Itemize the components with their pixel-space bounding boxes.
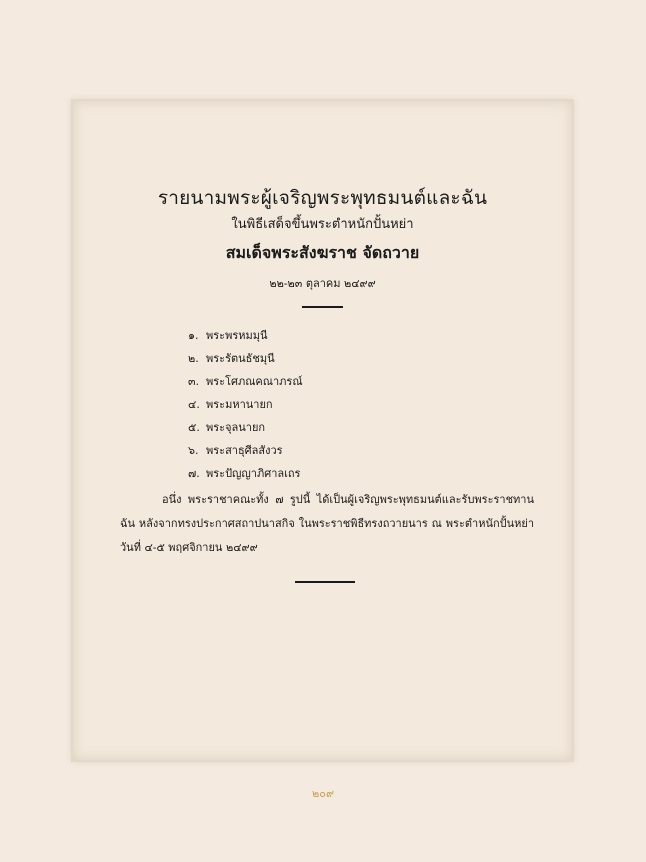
list-item-number: ๑. [188, 329, 199, 342]
list-item [188, 439, 303, 462]
body-paragraph: อนึ่ง พระราชาคณะทั้ง ๗ รูปนี้ ได้เป็นผู้เจริญพระพุทธมนต์และรับพระราชทานฉัน หลังจากทรงประกาศสถาปนาสกิจ ในพระราชพิธีทรงถวายนาร ณ พระตำหนักปั้นหย่า วันที่ ๔-๕ พฤศจิกายน ๒๔๙๙ [120, 493, 534, 554]
top-divider [302, 306, 343, 308]
list-item [188, 370, 303, 393]
document-page [71, 99, 574, 762]
list-item-number: ๖. [188, 444, 199, 457]
list-item-name: พระปัญญาภิศาลเถร [206, 467, 301, 480]
document-heading: สมเด็จพระสังฆราช จัดถวาย [225, 243, 420, 262]
document-title: รายนามพระผู้เจริญพระพุทธมนต์และฉัน [157, 187, 488, 209]
list-item [188, 347, 303, 370]
list-item-number: ๓. [188, 375, 200, 388]
list-item-name: พระจุลนายก [206, 421, 266, 434]
list-item [188, 462, 303, 485]
list-item-name: พระมหานายก [206, 398, 273, 411]
list-item-name: พระโศภณคณาภรณ์ [206, 375, 303, 388]
document-subtitle: ในพิธีเสด็จขึ้นพระตำหนักปั้นหย่า [231, 217, 414, 232]
monk-list [188, 324, 303, 485]
list-item-name: พระพรหมมุนี [206, 329, 268, 342]
list-item-name: พระรัตนธัชมุนี [206, 352, 275, 365]
bottom-divider [295, 581, 355, 583]
list-item [188, 416, 303, 439]
list-item [188, 393, 303, 416]
list-item-number: ๒. [188, 352, 199, 365]
list-item-name: พระสาธุศีลสังวร [206, 444, 283, 457]
list-item-number: ๔. [188, 398, 200, 411]
list-item-number: ๕. [188, 421, 200, 434]
list-item-number: ๗. [188, 467, 200, 480]
list-item [188, 324, 303, 347]
document-date: ๒๒-๒๓ ตุลาคม ๒๔๙๙ [269, 277, 376, 290]
page-number: ๒๐๙ [311, 787, 335, 800]
